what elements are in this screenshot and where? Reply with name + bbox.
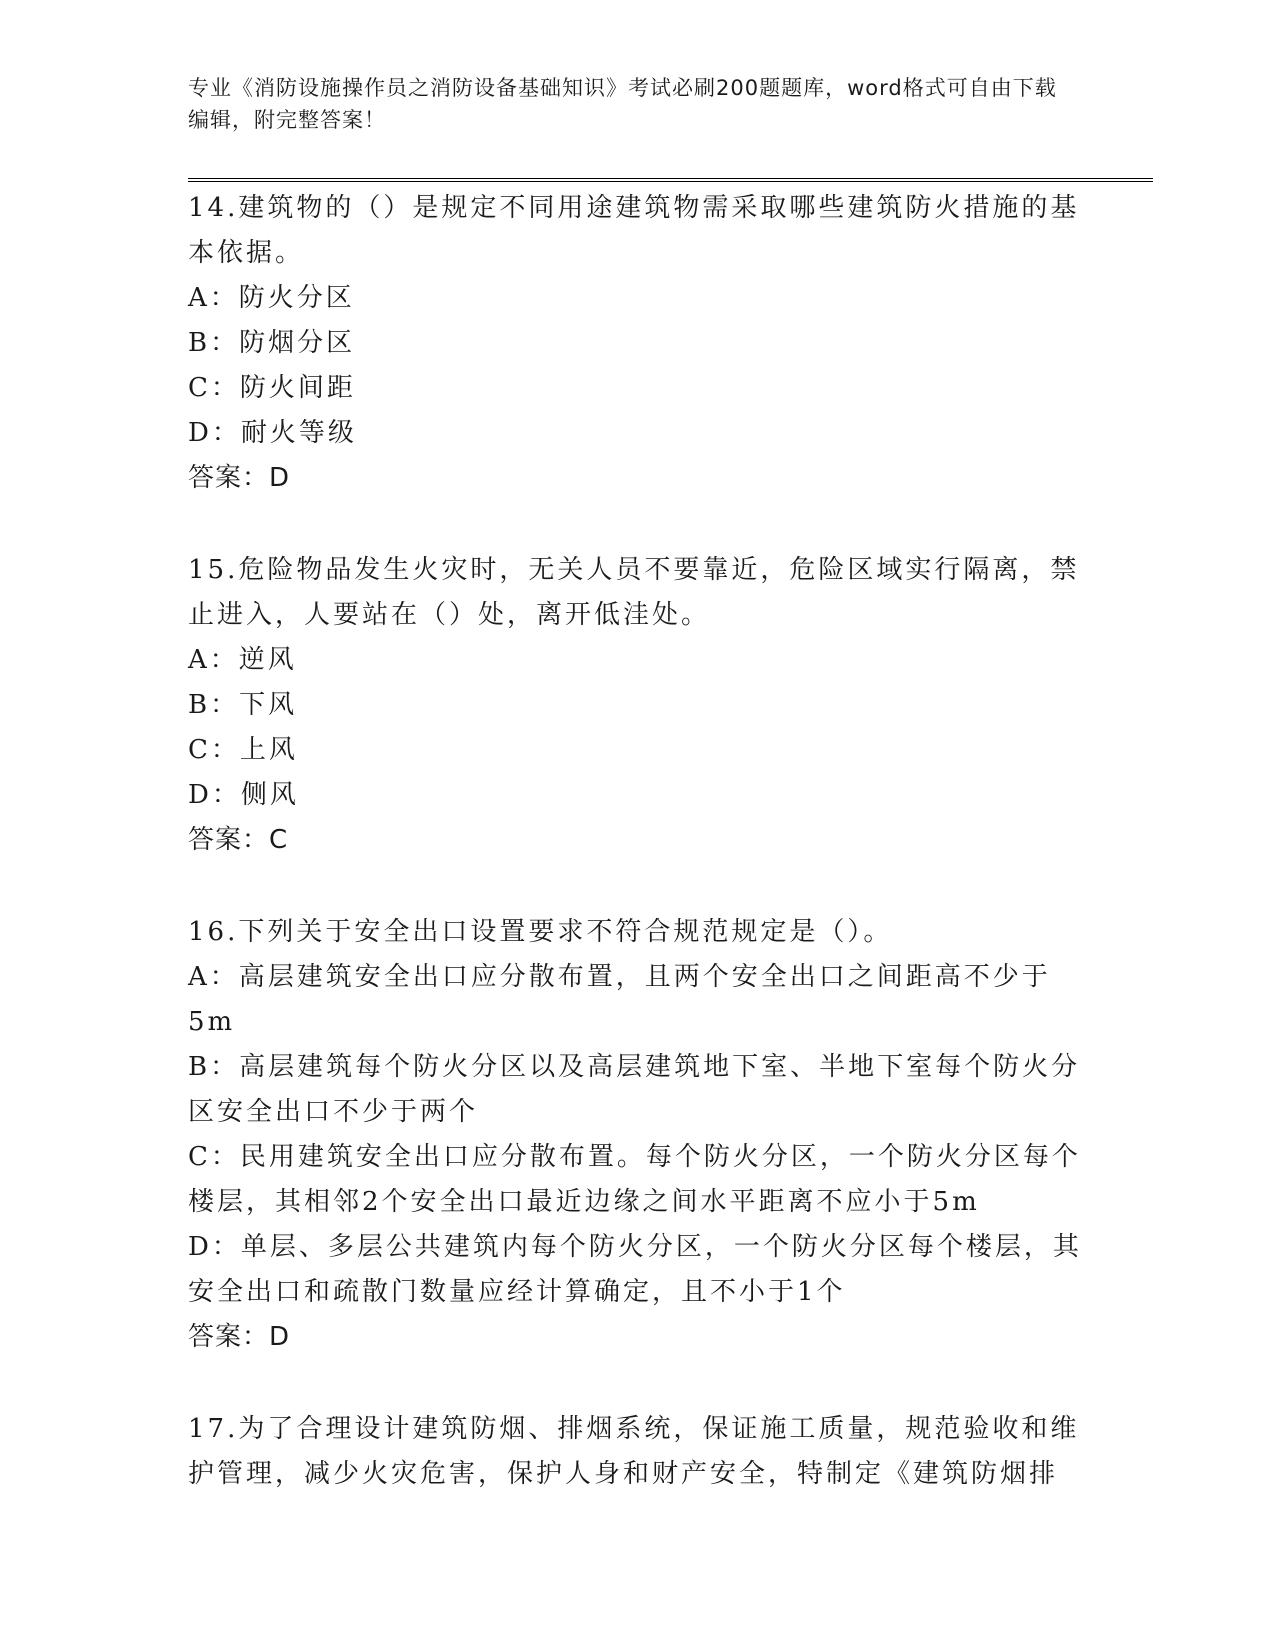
header-title: 专业《消防设施操作员之消防设备基础知识》考试必刷200题题库，word格式可自由下载编辑，附完整答案！ xyxy=(188,76,1057,132)
answer-line: 答案：D xyxy=(188,1322,291,1352)
answer-line: 答案：C xyxy=(188,825,289,855)
option-a: A：防火分区 xyxy=(188,283,355,313)
question-list xyxy=(188,186,1088,1544)
option-a: A：逆风 xyxy=(188,645,297,675)
question-stem: 16.下列关于安全出口设置要求不符合规范规定是（）。 xyxy=(188,917,893,947)
option-c: C：上风 xyxy=(188,735,298,765)
option-b: B：高层建筑每个防火分区以及高层建筑地下室、半地下室每个防火分区安全出口不少于两个 xyxy=(188,1052,1081,1127)
question-item xyxy=(188,1407,1088,1497)
option-a: A：高层建筑安全出口应分散布置，且两个安全出口之间距高不少于5m xyxy=(188,962,1051,1037)
question-stem: 17.为了合理设计建筑防烟、排烟系统，保证施工质量，规范验收和维护管理，减少火灾危害，保护人身和财产安全，特制定《建筑防烟排 xyxy=(188,1414,1080,1489)
answer-line: 答案：D xyxy=(188,463,291,493)
question-stem: 15.危险物品发生火灾时，无关人员不要靠近，危险区域实行隔离，禁止进入，人要站在（）处，离开低洼处。 xyxy=(188,555,1080,630)
question-stem: 14.建筑物的（）是规定不同用途建筑物需采取哪些建筑防火措施的基本依据。 xyxy=(188,193,1080,268)
option-d: D：单层、多层公共建筑内每个防火分区，一个防火分区每个楼层，其安全出口和疏散门数量应经计算确定，且不小于1个 xyxy=(188,1232,1082,1307)
question-item xyxy=(188,186,1088,501)
question-item xyxy=(188,910,1088,1360)
header-divider xyxy=(188,178,1153,182)
option-d: D：耐火等级 xyxy=(188,418,357,448)
document-header xyxy=(188,72,1068,136)
question-item xyxy=(188,548,1088,863)
option-c: C：防火间距 xyxy=(188,373,356,403)
option-b: B：防烟分区 xyxy=(188,328,356,358)
option-b: B：下风 xyxy=(188,690,298,720)
option-d: D：侧风 xyxy=(188,780,299,810)
option-c: C：民用建筑安全出口应分散布置。每个防火分区，一个防火分区每个楼层，其相邻2个安全出口最近边缘之间水平距离不应小于5m xyxy=(188,1142,1081,1217)
